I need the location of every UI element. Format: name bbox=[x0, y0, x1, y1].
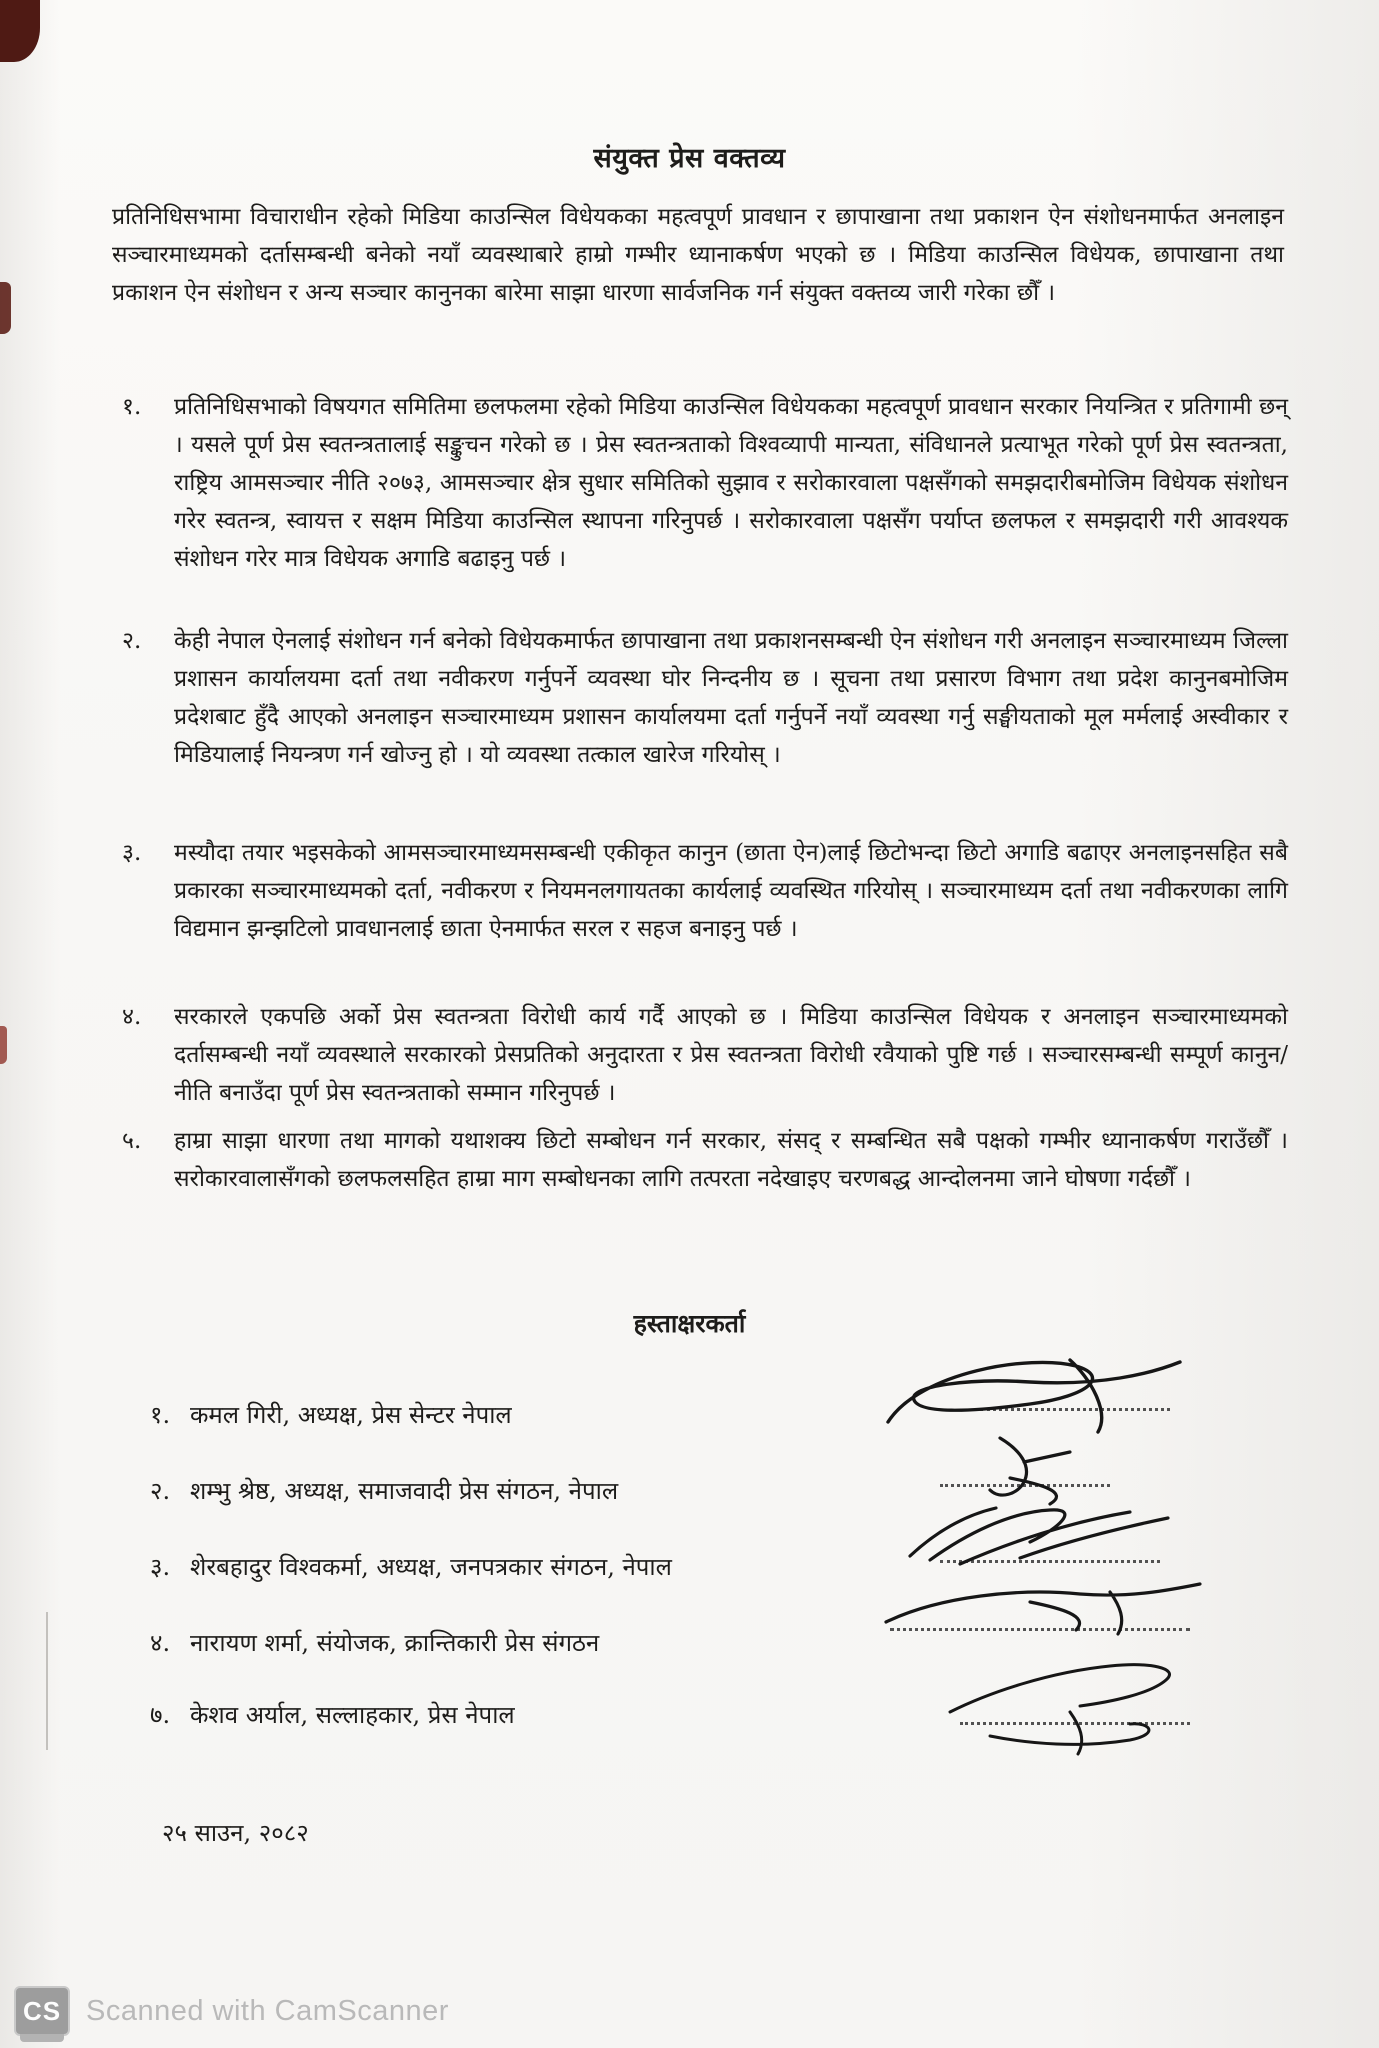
camscanner-icon-label: CS bbox=[22, 1995, 62, 2026]
item-text: प्रतिनिधिसभाको विषयगत समितिमा छलफलमा रहेको मिडिया काउन्सिल विधेयकका महत्वपूर्ण प्रावधान सरकार नियन्त्रित र प्रतिगामी छन् । यसले पूर्ण प्रेस स्वतन्त्रतालाई सङ्कुचन गरेको छ । प्रेस स्वतन्त्रताको विश्वव्यापी मान्यता, संविधानले प्रत्याभूत गरेको पूर्ण प्रेस स्वतन्त्रता, राष्ट्रिय आमसञ्चार नीति २०७३, आमसञ्चार क्षेत्र सुधार समितिको सुझाव र सरोकारवाला पक्षसँगको समझदारीबमोजिम विधेयक संशोधन गरेर स्वतन्त्र, स्वायत्त र सक्षम मिडिया काउन्सिल स्थापना गरिनुपर्छ । सरोकारवाला पक्षसँग पर्याप्त छलफल र समझदारी गरी आवश्यक संशोधन गरेर मात्र विधेयक अगाडि बढाइनु पर्छ । bbox=[174, 394, 1288, 572]
intro-paragraph: प्रतिनिधिसभामा विचाराधीन रहेको मिडिया काउन्सिल विधेयकका महत्वपूर्ण प्रावधान र छापाखाना तथा प्रकाशन ऐन संशोधनमार्फत अनलाइन सञ्चारमाध्यमको दर्तासम्बन्धी बनेको नयाँ व्यवस्थाबारे हाम्रो गम्भीर ध्यानाकर्षण भएको छ । मिडिया काउन्सिल विधेयक, छापाखाना तथा प्रकाशन ऐन संशोधन र अन्य सञ्चार कानुनका बारेमा साझा धारणा सार्वजनिक गर्न संयुक्त वक्तव्य जारी गरेका छौँ । bbox=[112, 204, 1284, 306]
page-title: संयुक्त प्रेस वक्तव्य bbox=[593, 143, 786, 174]
signature-keshav-aryal bbox=[930, 1652, 1230, 1762]
camscanner-footer bbox=[14, 1986, 449, 2036]
camscanner-icon-tab bbox=[20, 2034, 64, 2042]
item-text: हाम्रा साझा धारणा तथा मागको यथाशक्य छिटो सम्बोधन गर्न सरकार, संसद् र सम्बन्धित सबै पक्षको गम्भीर ध्यानाकर्षण गराउँछौँ । सरोकारवालासँगको छलफलसहित हाम्रा माग सम्बोधनका लागि तत्परता नदेखाइए चरणबद्ध आन्दोलनमा जाने घोषणा गर्दछौँ । bbox=[174, 1128, 1288, 1192]
signatory-text: केशव अर्याल, सल्लाहकार, प्रेस नेपाल bbox=[190, 1701, 515, 1729]
list-item bbox=[122, 622, 1288, 774]
signature-stroke bbox=[900, 1498, 1200, 1578]
signatories-heading: हस्ताक्षरकर्ता bbox=[633, 1309, 746, 1338]
signatory-row bbox=[150, 1398, 830, 1432]
signature-stroke bbox=[880, 1580, 1210, 1650]
scan-artifact-vertical-line bbox=[46, 1612, 48, 1750]
scan-artifact-corner bbox=[0, 0, 40, 62]
signatory-number: ३. bbox=[150, 1553, 171, 1581]
signatory-text: शेरबहादुर विश्वकर्मा, अध्यक्ष, जनपत्रकार संगठन, नेपाल bbox=[190, 1553, 672, 1581]
item-number: २. bbox=[122, 628, 142, 654]
signature-shambhu-shrestha bbox=[940, 1432, 1180, 1508]
signature-narayan-sharma bbox=[880, 1580, 1210, 1650]
list-item bbox=[122, 388, 1288, 578]
signatory-text: शम्भु श्रेष्ठ, अध्यक्ष, समाजवादी प्रेस संगठन, नेपाल bbox=[190, 1477, 619, 1505]
item-number: ५. bbox=[122, 1128, 142, 1154]
list-item bbox=[122, 834, 1288, 948]
item-text: सरकारले एकपछि अर्को प्रेस स्वतन्त्रता विरोधी कार्य गर्दै आएको छ । मिडिया काउन्सिल विधेयक र अनलाइन सञ्चारमाध्यमको दर्तासम्बन्धी नयाँ व्यवस्थाले सरकारको प्रेसप्रतिको अनुदारता र प्रेस स्वतन्त्रता विरोधी रवैयाको पुष्टि गर्छ । सञ्चारसम्बन्धी सम्पूर्ण कानुन/नीति बनाउँदा पूर्ण प्रेस स्वतन्त्रताको सम्मान गरिनुपर्छ । bbox=[174, 1004, 1288, 1106]
camscanner-icon bbox=[14, 1986, 70, 2036]
signatory-text: नारायण शर्मा, संयोजक, क्रान्तिकारी प्रेस संगठन bbox=[190, 1629, 600, 1657]
signatory-row bbox=[150, 1698, 830, 1732]
signatory-number: १. bbox=[150, 1401, 171, 1429]
signatory-number: २. bbox=[150, 1477, 171, 1505]
item-number: १. bbox=[122, 394, 142, 420]
document-date: २५ साउन, २०८२ bbox=[162, 1819, 309, 1847]
signatory-text: कमल गिरी, अध्यक्ष, प्रेस सेन्टर नेपाल bbox=[190, 1401, 512, 1429]
signature-stroke bbox=[880, 1352, 1200, 1438]
item-number: ३. bbox=[122, 840, 142, 866]
signature-kamal-giri bbox=[880, 1352, 1200, 1438]
scan-artifact-left-streak bbox=[0, 282, 11, 334]
item-number: ४. bbox=[122, 1004, 142, 1030]
scan-artifact-left-mark bbox=[0, 1026, 7, 1064]
list-item bbox=[122, 1122, 1288, 1198]
camscanner-watermark-text: Scanned with CamScanner bbox=[86, 1994, 449, 2027]
item-text: केही नेपाल ऐनलाई संशोधन गर्न बनेको विधेयकमार्फत छापाखाना तथा प्रकाशनसम्बन्धी ऐन संशोधन गरी अनलाइन सञ्चारमाध्यम जिल्ला प्रशासन कार्यालयमा दर्ता तथा नवीकरण गर्नुपर्ने व्यवस्था घोर निन्दनीय छ । सूचना तथा प्रसारण विभाग तथा प्रदेश कानुनबमोजिम प्रदेशबाट हुँदै आएको अनलाइन सञ्चारमाध्यम प्रशासन कार्यालयमा दर्ता गर्नुपर्ने नयाँ व्यवस्था गर्नु सङ्घीयताको मूल मर्मलाई अस्वीकार र मिडियालाई नियन्त्रण गर्न खोज्नु हो । यो व्यवस्था तत्काल खारेज गरियोस् । bbox=[174, 628, 1288, 768]
signature-sherbahadur-bishwakarma bbox=[900, 1498, 1200, 1578]
item-text: मस्यौदा तयार भइसकेको आमसञ्चारमाध्यमसम्बन्धी एकीकृत कानुन (छाता ऐन)लाई छिटोभन्दा छिटो अगाडि बढाएर अनलाइनसहित सबै प्रकारका सञ्चारमाध्यमको दर्ता, नवीकरण र नियमनलगायतका कार्यलाई व्यवस्थित गरियोस् । सञ्चारमाध्यम दर्ता तथा नवीकरणका लागि विद्यमान झन्झटिलो प्रावधानलाई छाता ऐनमार्फत सरल र सहज बनाइनु पर्छ । bbox=[174, 840, 1288, 942]
signatory-number: ७. bbox=[150, 1701, 171, 1729]
signatory-row bbox=[150, 1550, 830, 1584]
signatory-number: ४. bbox=[150, 1629, 171, 1657]
list-item bbox=[122, 998, 1288, 1112]
signatory-row bbox=[150, 1626, 830, 1660]
signatory-row bbox=[150, 1474, 830, 1508]
signature-stroke bbox=[930, 1652, 1230, 1762]
signature-stroke bbox=[940, 1432, 1180, 1508]
